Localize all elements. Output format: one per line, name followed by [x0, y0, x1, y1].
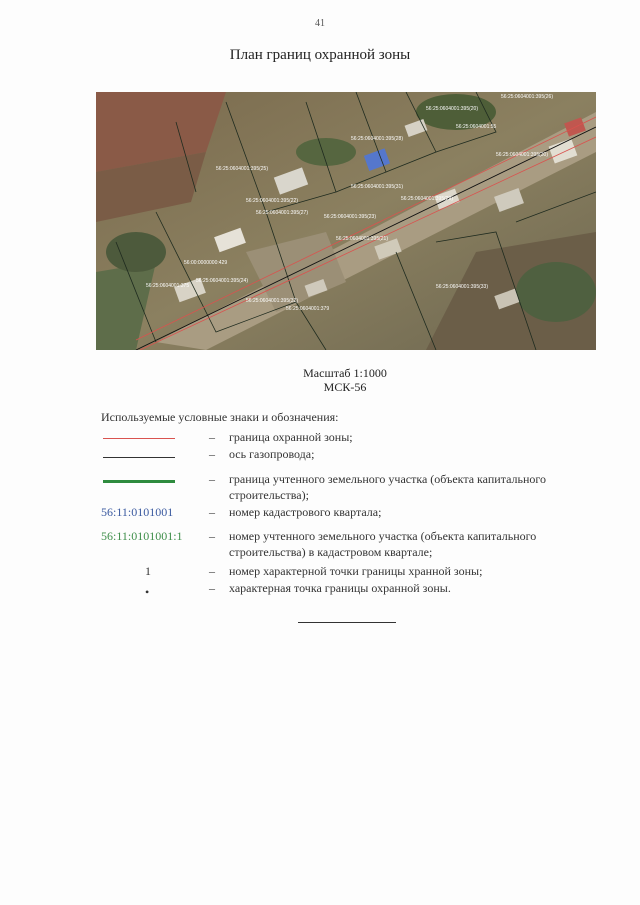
quarter-number-sample: 56:11:0101001 [101, 505, 174, 519]
map-parcel-label: 56:25:0604001:395(26) [501, 94, 553, 100]
page-title: План границ охранной зоны [229, 47, 411, 63]
map-parcel-label: 56:25:0604001:395(22) [246, 198, 298, 204]
legend-title: Используемые условные знаки и обозначения: [101, 410, 339, 424]
coordinate-system: МСК-56 [323, 380, 367, 394]
legend-dash: – [209, 472, 215, 486]
map-parcel-label: 56:25:0604001:395(21) [336, 236, 388, 242]
map-parcel-label: 56:25:0604001:55 [456, 124, 497, 130]
point-number-sample: 1 [145, 564, 151, 578]
legend-dash: – [209, 564, 215, 578]
legend-dash: – [209, 581, 215, 595]
map-parcel-label: 56:25:0604001:395(20) [426, 106, 478, 112]
map-parcel-label: 56:25:0604001:395(24) [196, 278, 248, 284]
map-parcel-label: 56:25:0604001:395(32) [246, 298, 298, 304]
legend-text: характерная точка границы охранной зоны. [229, 581, 451, 595]
parcel-boundary-symbol [103, 480, 175, 483]
closing-rule [298, 622, 396, 623]
legend-dash: – [209, 447, 215, 461]
zone-boundary-symbol [103, 438, 175, 439]
page-number: 41 [315, 18, 325, 29]
legend-text: граница охранной зоны; [229, 430, 353, 444]
legend-text: номер характерной точки границы хранной зоны; [229, 564, 483, 578]
map-parcel-label: 56:25:0604001:395(27) [256, 210, 308, 216]
legend-dash: – [209, 430, 215, 444]
map-parcel-label: 56:25:0604001:395(29) [401, 196, 453, 202]
map-parcel-label: 56:00:0000000:429 [184, 260, 228, 266]
legend-dash: – [209, 505, 215, 519]
map-parcel-label: 56:25:0604001:395(23) [324, 214, 376, 220]
map-scale [0, 366, 640, 394]
map-image [96, 92, 596, 350]
map-parcel-label: 56:25:0604001:395(25) [216, 166, 268, 172]
map-parcel-label: 56:25:0604001:395(33) [436, 284, 488, 290]
map-parcel-label: 56:25:0604001:395(28) [351, 136, 403, 142]
legend-text: граница учтенного земельного участка (объекта капитального строительства); [229, 472, 547, 502]
legend-text: ось газопровода; [229, 447, 315, 461]
gas-axis-symbol [103, 457, 175, 458]
legend-text: номер кадастрового квартала; [229, 505, 382, 519]
map-parcel-label: 56:25:0604001:379 [286, 306, 330, 312]
legend-text: номер учтенного земельного участка (объекта капитального строительства) в кадастровом квартале; [229, 529, 537, 559]
map-parcel-label: 56:25:0604001:395(30) [496, 152, 548, 158]
legend-dash: – [209, 529, 215, 543]
map-parcel-label: 56:25:0604001:395(31) [351, 184, 403, 190]
parcel-number-sample: 56:11:0101001:1 [101, 529, 183, 543]
point-dot-icon: • [145, 585, 150, 599]
map-parcel-label: 56:25:0604001:375 [146, 283, 190, 289]
satellite-map [96, 92, 596, 350]
scale-value: Масштаб 1:1000 [303, 366, 387, 380]
